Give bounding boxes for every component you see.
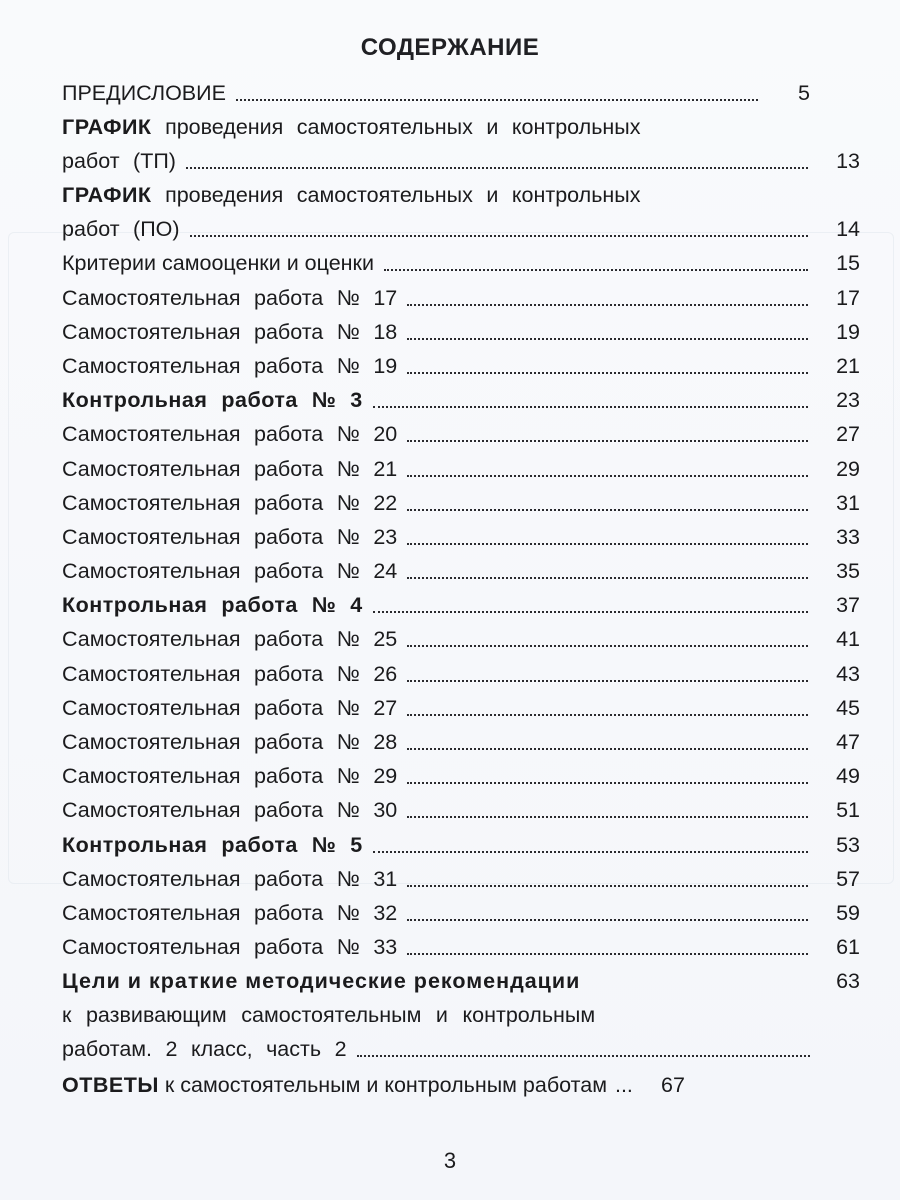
- toc-row[interactable]: [62, 759, 860, 793]
- leader-dots: [407, 509, 808, 511]
- toc-page: 49: [836, 764, 860, 789]
- toc-label: Самостоятельная работа № 18: [62, 319, 398, 344]
- toc-bold-label: Цели и краткие методические рекомендации: [62, 969, 581, 994]
- toc-bold-label: ОТВЕТЫ: [62, 1073, 159, 1098]
- toc-label: Самостоятельная работа № 26: [62, 661, 398, 686]
- page-number: 3: [443, 1148, 457, 1173]
- leader-dots: [373, 851, 808, 853]
- toc-page: 35: [836, 559, 860, 584]
- toc-bold-label: Контрольная работа № 4: [62, 593, 363, 618]
- toc-page: 31: [836, 490, 860, 515]
- toc-label: ПРЕДИСЛОВИЕ: [62, 81, 226, 106]
- toc-row[interactable]: [62, 280, 860, 314]
- toc-row[interactable]: [62, 349, 860, 383]
- leader-dots: [407, 577, 808, 579]
- toc-page: 14: [836, 217, 860, 242]
- toc-label: Самостоятельная работа № 23: [62, 524, 398, 549]
- toc-page: 5: [798, 81, 810, 106]
- toc-page: 67: [660, 1073, 685, 1098]
- toc-page: 63: [836, 969, 860, 994]
- leader-dots: [407, 953, 808, 955]
- toc-label: Самостоятельная работа № 22: [62, 490, 398, 515]
- toc-page: 19: [836, 319, 860, 344]
- leader-dots: [407, 543, 808, 545]
- toc-page: 53: [836, 832, 860, 857]
- toc-label-cont: к развивающим самостоятельным и контрольным: [62, 1003, 596, 1028]
- toc-row[interactable]: [62, 725, 860, 759]
- toc-label: Самостоятельная работа № 19: [62, 353, 398, 378]
- toc-page: 61: [836, 935, 860, 960]
- leader-dots: [236, 99, 758, 101]
- table-of-contents: [62, 76, 860, 1102]
- toc-row[interactable]: [62, 793, 860, 827]
- toc-label: Самостоятельная работа № 31: [62, 866, 398, 891]
- toc-row[interactable]: [62, 656, 860, 690]
- leader-dots: [407, 680, 808, 682]
- leader-dots: [190, 235, 808, 237]
- toc-page: 17: [836, 285, 860, 310]
- toc-row[interactable]: [62, 930, 860, 964]
- toc-label: проведения самостоятельных и контрольных: [165, 115, 641, 140]
- toc-row[interactable]: [62, 896, 860, 930]
- leader-dots: [407, 338, 808, 340]
- page-title: СОДЕРЖАНИЕ: [360, 34, 540, 61]
- toc-page: 37: [836, 593, 860, 618]
- toc-page: 41: [836, 627, 860, 652]
- toc-bold-label: ГРАФИК: [62, 183, 152, 208]
- toc-label: Самостоятельная работа № 32: [62, 900, 398, 925]
- leader-dots: [384, 269, 808, 271]
- toc-page: 13: [836, 149, 860, 174]
- toc-label: Критерии самооценки и оценки: [62, 251, 374, 276]
- leader-dots: [407, 919, 808, 921]
- toc-label: Самостоятельная работа № 17: [62, 285, 398, 310]
- toc-row[interactable]: [62, 315, 860, 349]
- toc-page: 51: [836, 798, 860, 823]
- leader-dots: [373, 406, 808, 408]
- toc-page: 45: [836, 695, 860, 720]
- toc-label: Самостоятельная работа № 33: [62, 935, 398, 960]
- toc-label: Самостоятельная работа № 25: [62, 627, 398, 652]
- leader-dots-text: ...: [614, 1073, 633, 1098]
- toc-label: к самостоятельным и контрольным работам: [164, 1073, 607, 1098]
- leader-dots: [407, 440, 808, 442]
- toc-row[interactable]: [62, 862, 860, 896]
- toc-page: 57: [836, 866, 860, 891]
- leader-dots: [407, 816, 808, 818]
- toc-page: 43: [836, 661, 860, 686]
- leader-dots: [407, 475, 808, 477]
- leader-dots: [407, 372, 808, 374]
- toc-row[interactable]: [62, 827, 860, 861]
- toc-bold-label: Контрольная работа № 5: [62, 832, 363, 857]
- toc-row[interactable]: [62, 554, 860, 588]
- toc-row[interactable]: [62, 383, 860, 417]
- toc-row-answers[interactable]: [62, 1068, 860, 1102]
- leader-dots: [407, 885, 808, 887]
- toc-page: 47: [836, 730, 860, 754]
- toc-label: Самостоятельная работа № 27: [62, 695, 398, 720]
- toc-row[interactable]: [62, 486, 860, 520]
- toc-label-cont: работ (ТП): [62, 149, 176, 174]
- leader-dots: [407, 304, 808, 306]
- toc-label: Самостоятельная работа № 30: [62, 798, 398, 823]
- leader-dots: [407, 748, 808, 750]
- toc-label: Самостоятельная работа № 20: [62, 422, 398, 447]
- toc-page: 33: [836, 524, 860, 549]
- toc-label-cont: работам. 2 класс, часть 2: [62, 1037, 347, 1062]
- toc-label-cont: работ (ПО): [62, 217, 180, 242]
- toc-row-multiline[interactable]: [62, 178, 860, 246]
- toc-row-multiline[interactable]: [62, 110, 860, 178]
- toc-label: Самостоятельная работа № 28: [62, 730, 398, 754]
- leader-dots: [407, 782, 808, 784]
- toc-row[interactable]: [62, 76, 810, 110]
- toc-page: 59: [836, 900, 860, 925]
- toc-page: 15: [836, 251, 860, 276]
- leader-dots: [407, 714, 808, 716]
- toc-row[interactable]: [62, 520, 860, 554]
- toc-page: 23: [836, 388, 860, 413]
- toc-bold-label: ГРАФИК: [62, 115, 152, 140]
- toc-page: 27: [836, 422, 860, 447]
- toc-row[interactable]: [62, 451, 860, 485]
- toc-bold-label: Контрольная работа № 3: [62, 388, 363, 413]
- toc-row-goals[interactable]: [62, 964, 860, 1066]
- leader-dots: [186, 167, 808, 169]
- toc-row[interactable]: [62, 246, 860, 280]
- leader-dots: [407, 645, 808, 647]
- toc-label: Самостоятельная работа № 21: [62, 456, 398, 481]
- toc-row[interactable]: [62, 588, 860, 622]
- toc-page: 21: [836, 353, 860, 378]
- toc-row[interactable]: [62, 622, 860, 656]
- leader-dots: [357, 1055, 810, 1057]
- toc-label: Самостоятельная работа № 24: [62, 559, 398, 584]
- toc-page: 29: [836, 456, 860, 481]
- toc-row[interactable]: [62, 417, 860, 451]
- leader-dots: [373, 611, 808, 613]
- toc-row[interactable]: [62, 691, 860, 725]
- toc-label: проведения самостоятельных и контрольных: [165, 183, 641, 208]
- toc-label: Самостоятельная работа № 29: [62, 764, 398, 789]
